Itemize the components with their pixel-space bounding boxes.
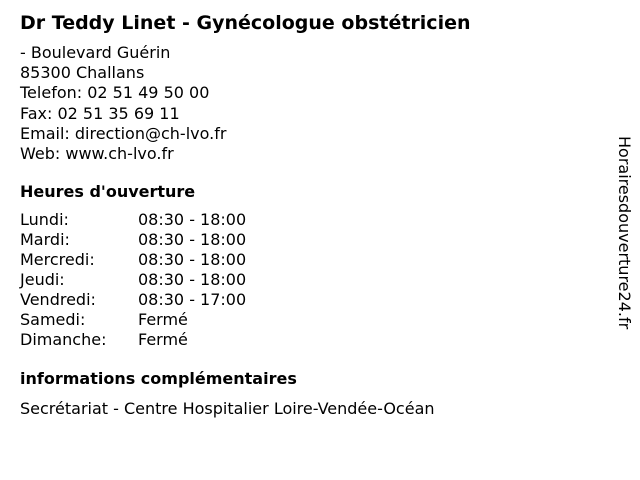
day-label: Lundi:: [20, 210, 69, 230]
hours-row-friday: [20, 290, 600, 310]
day-hours: 08:30 - 18:00: [138, 250, 247, 270]
fax-number: Fax: 02 51 35 69 11: [20, 103, 180, 123]
phone-number: Telefon: 02 51 49 50 00: [20, 83, 210, 103]
street-address: - Boulevard Guérin: [20, 43, 171, 62]
hours-table: [20, 210, 600, 350]
day-hours: Fermé: [138, 330, 188, 350]
website: Web: www.ch-lvo.fr: [20, 144, 174, 164]
day-label: Dimanche:: [20, 330, 107, 350]
hours-row-saturday: [20, 310, 600, 330]
day-hours: 08:30 - 17:00: [138, 290, 247, 310]
site-watermark: Horairesdouverture24.fr: [615, 136, 634, 330]
day-label: Mercredi:: [20, 250, 95, 270]
info-text: Secrétariat - Centre Hospitalier Loire-Vendée-Océan: [20, 399, 435, 419]
hours-row-tuesday: [20, 230, 600, 250]
day-label: Samedi:: [20, 310, 86, 330]
day-hours: 08:30 - 18:00: [138, 210, 247, 230]
day-hours: 08:30 - 18:00: [138, 230, 247, 250]
day-label: Mardi:: [20, 230, 70, 250]
day-hours: Fermé: [138, 310, 188, 330]
hours-row-wednesday: [20, 250, 600, 270]
hours-row-monday: [20, 210, 600, 230]
hours-row-thursday: [20, 270, 600, 290]
page-title: Dr Teddy Linet - Gynécologue obstétricien: [20, 12, 471, 34]
day-label: Jeudi:: [20, 270, 65, 290]
day-hours: 08:30 - 18:00: [138, 270, 247, 290]
email-address: Email: direction@ch-lvo.fr: [20, 123, 227, 143]
address-block: [20, 43, 600, 164]
hours-heading: Heures d'ouverture: [20, 182, 196, 202]
city-postal: 85300 Challans: [20, 63, 145, 83]
business-listing: [20, 10, 600, 419]
info-heading: informations complémentaires: [20, 369, 297, 389]
hours-row-sunday: [20, 330, 600, 350]
day-label: Vendredi:: [20, 290, 96, 310]
